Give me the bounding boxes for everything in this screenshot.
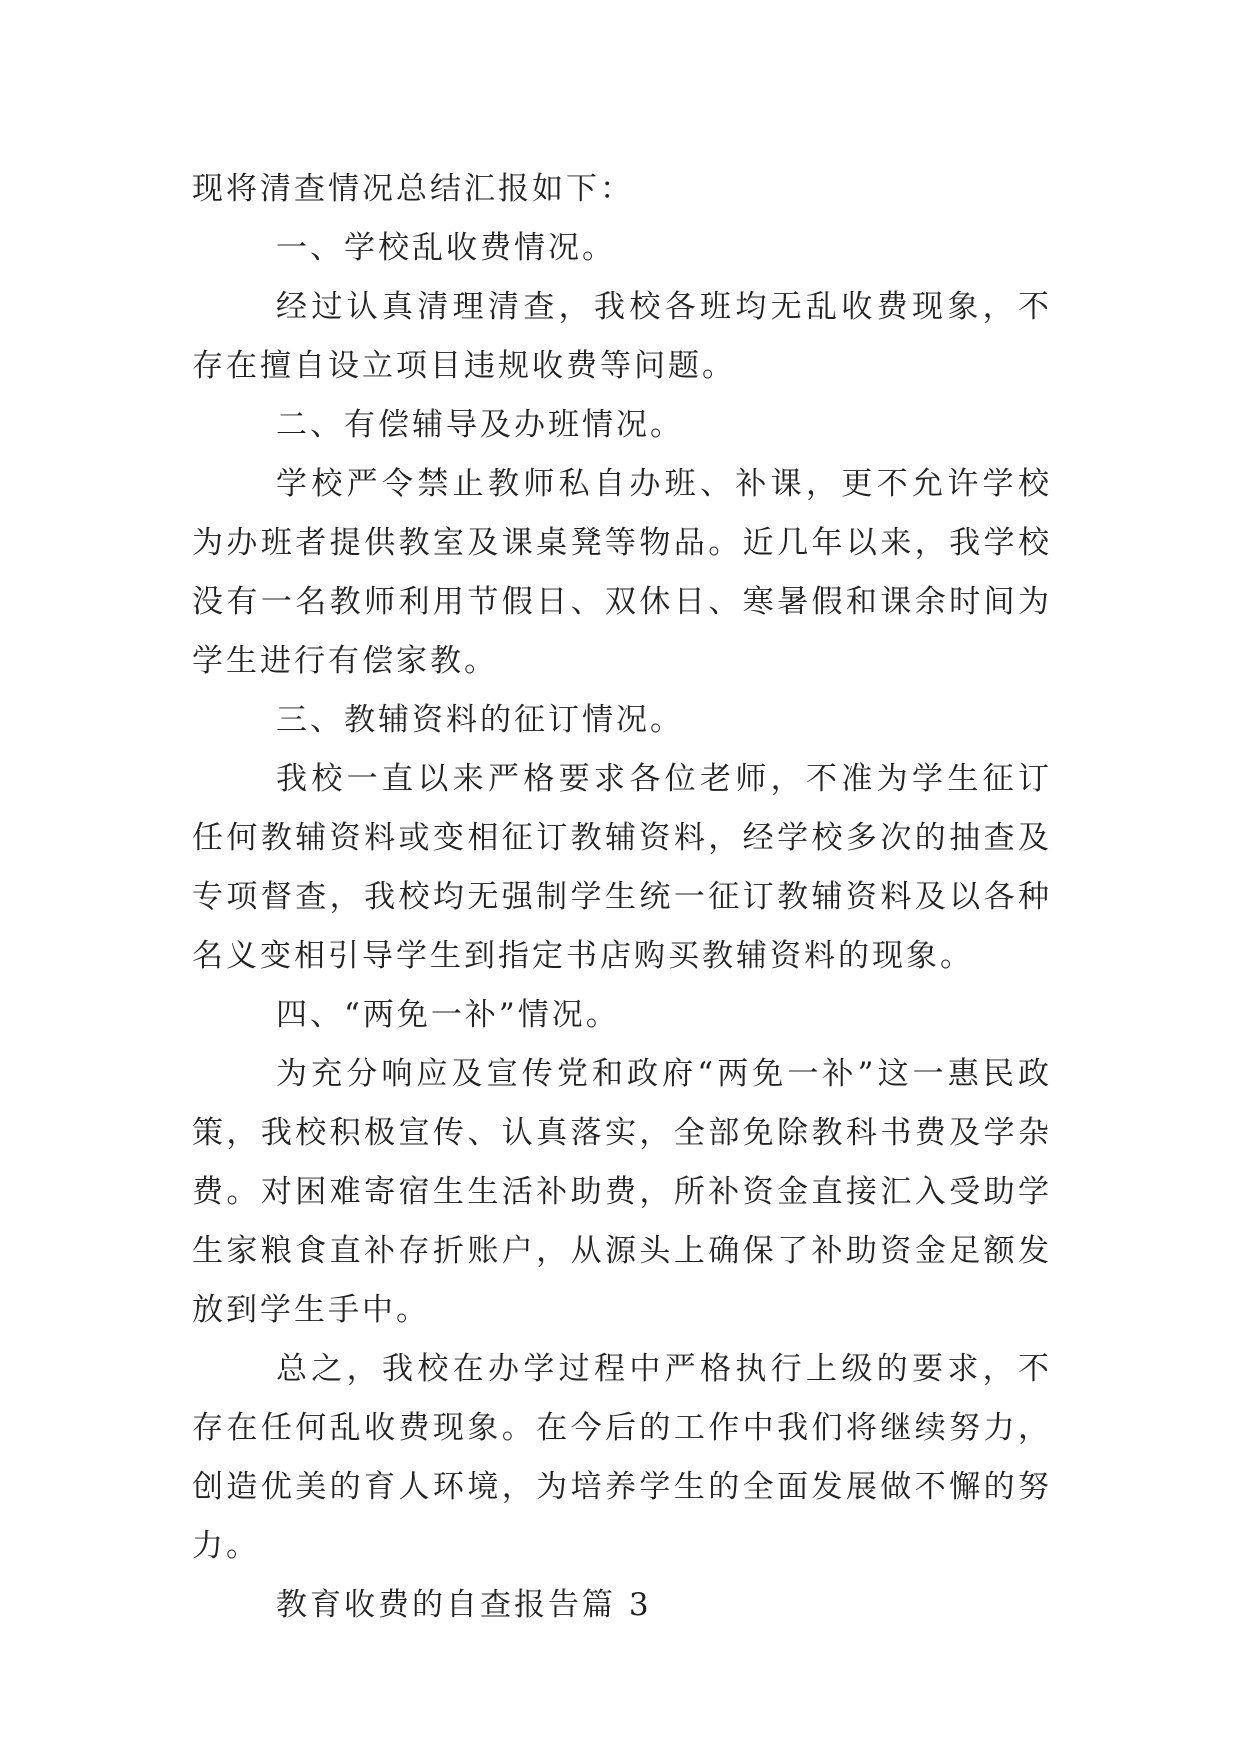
document-body (192, 160, 1052, 1635)
section-heading: 四、“两免一补”情况。 (276, 997, 620, 1033)
section-heading: 二、有偿辅导及办班情况。 (276, 407, 684, 443)
paragraph: 我校一直以来严格要求各位老师，不准为学生征订任何教辅资料或变相征订教辅资料，经学校多次的抽查及专项督查，我校均无强制学生统一征订教辅资料及以各种名义变相引导学生到指定书店购买教辅资料的现象。 (192, 761, 1052, 974)
section-heading: 三、教辅资料的征订情况。 (276, 702, 684, 738)
section-heading: 一、学校乱收费情况。 (276, 230, 616, 266)
paragraph: 现将清查情况总结汇报如下： (192, 171, 634, 207)
paragraph: 学校严令禁止教师私自办班、补课，更不允许学校为办班者提供教室及课桌凳等物品。近几年以来，我学校没有一名教师利用节假日、双休日、寒暑假和课余时间为学生进行有偿家教。 (192, 466, 1052, 679)
report-title: 教育收费的自查报告篇 3 (276, 1587, 652, 1623)
paragraph: 经过认真清理清查，我校各班均无乱收费现象，不存在擅自设立项目违规收费等问题。 (192, 289, 1052, 384)
paragraph: 总之，我校在办学过程中严格执行上级的要求，不存在任何乱收费现象。在今后的工作中我们将继续努力，创造优美的育人环境，为培养学生的全面发展做不懈的努力。 (192, 1351, 1052, 1564)
paragraph: 为充分响应及宣传党和政府“两免一补”这一惠民政策，我校积极宣传、认真落实，全部免除教科书费及学杂费。对困难寄宿生生活补助费，所补资金直接汇入受助学生家粮食直补存折账户，从源头上确保了补助资金足额发放到学生手中。 (192, 1056, 1052, 1328)
